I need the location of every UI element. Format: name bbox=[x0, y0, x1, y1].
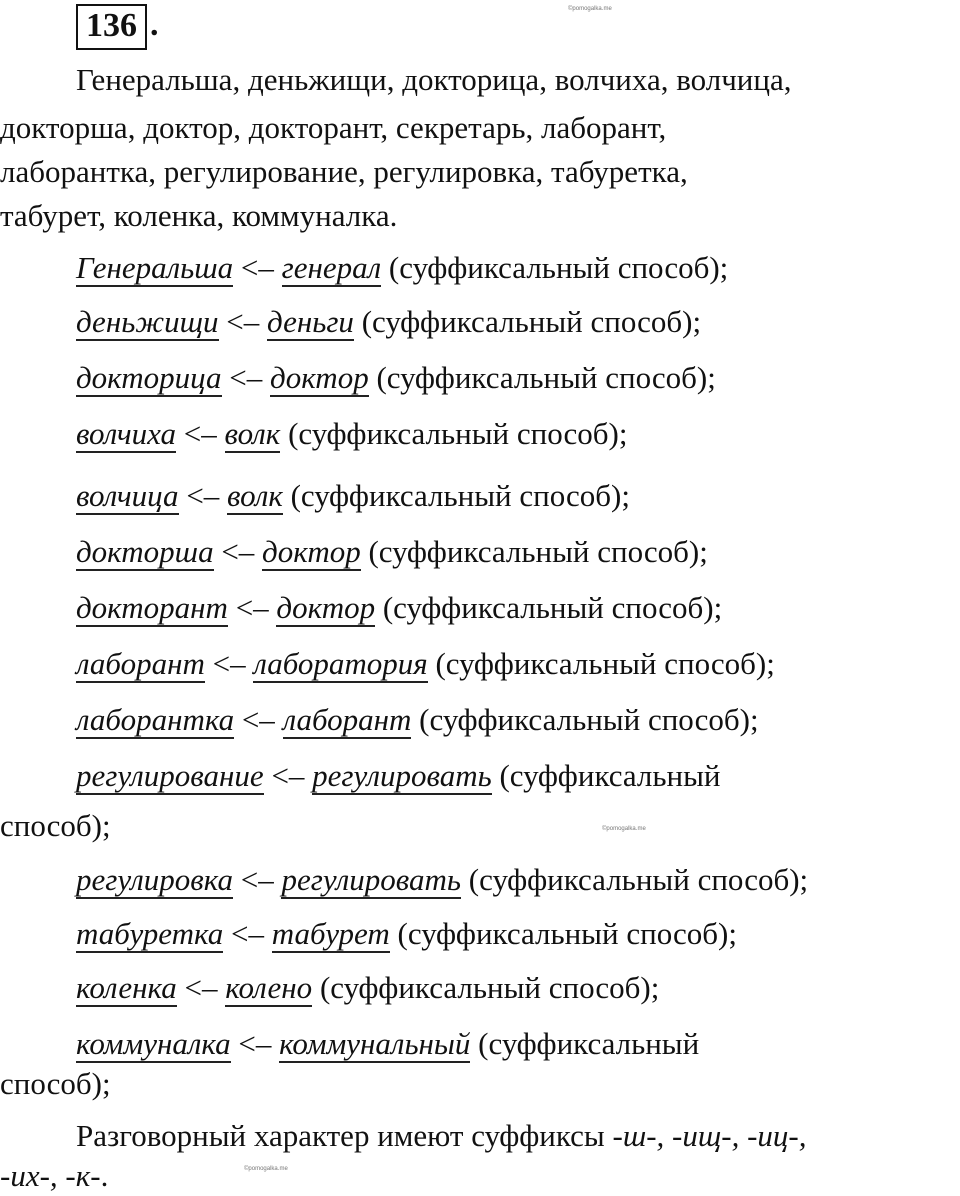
derivation-row bbox=[76, 644, 960, 684]
derivation-arrow: <– bbox=[176, 416, 225, 451]
word-volchikha: волчиха bbox=[554, 62, 661, 97]
word-doktorant: докторант bbox=[248, 110, 381, 145]
word-volchitsa: волчица bbox=[676, 62, 784, 97]
word-list-line-2: докторша, доктор, докторант, секретарь, лаборант, bbox=[0, 110, 667, 145]
base-word: доктор bbox=[270, 360, 369, 395]
derivation-arrow: <– bbox=[213, 534, 263, 569]
formation-method: (суффиксальный способ); bbox=[280, 416, 628, 451]
word-sekretar: секретарь bbox=[395, 110, 526, 145]
word-list-line-1: Генеральша, деньжищи, докторица, волчиха, волчица, bbox=[76, 62, 792, 97]
task-number-dot: . bbox=[150, 6, 159, 43]
derived-word: Генеральша bbox=[76, 250, 234, 285]
task-number: 136 bbox=[76, 4, 147, 50]
base-word: волк bbox=[224, 416, 281, 451]
word-taburet: табурет bbox=[0, 198, 99, 233]
derivation-row bbox=[76, 1024, 960, 1064]
word-doktor: доктор bbox=[143, 110, 234, 145]
word-list-line-3: лаборантка, регулирование, регулировка, табуретка, bbox=[0, 154, 688, 189]
derivation-arrow: <– bbox=[223, 916, 272, 951]
derived-word: докторант bbox=[76, 590, 228, 625]
derivation-row bbox=[76, 302, 960, 342]
base-word: волк bbox=[227, 478, 283, 513]
derived-word: табуретка bbox=[76, 916, 224, 951]
derivation-row bbox=[76, 532, 960, 572]
base-word: регулировать bbox=[281, 862, 462, 897]
conclusion-text: Разговорный характер имеют суффиксы bbox=[76, 1118, 613, 1153]
derivation-arrow: <– bbox=[204, 646, 254, 681]
base-word: лаборатория bbox=[253, 646, 428, 681]
watermark: ©pomogalka.me bbox=[244, 1166, 288, 1172]
derived-word: коленка bbox=[76, 970, 177, 1005]
derived-word: волчица bbox=[76, 478, 179, 513]
derived-word: регулирование bbox=[76, 758, 264, 793]
derivation-arrow: <– bbox=[263, 758, 313, 793]
word-laborantka: лаборантка bbox=[0, 154, 149, 189]
derivation-arrow: <– bbox=[233, 250, 282, 285]
formation-method: (суффиксальный способ); bbox=[360, 534, 708, 569]
derived-word: лаборантка bbox=[76, 702, 235, 737]
conclusion-suffixes-1: -ш-, -ищ-, -иц-, bbox=[612, 1118, 807, 1153]
base-word: генерал bbox=[281, 250, 382, 285]
derivation-row bbox=[76, 700, 960, 740]
base-word: доктор bbox=[276, 590, 376, 625]
watermark: ©pomogalka.me bbox=[568, 6, 612, 12]
derivation-arrow: <– bbox=[176, 970, 226, 1005]
derived-word: докторша bbox=[76, 534, 214, 569]
derivation-row bbox=[76, 914, 960, 954]
base-word: доктор bbox=[262, 534, 361, 569]
word-denzhishchi: деньжищи bbox=[247, 62, 387, 97]
conclusion-end: . bbox=[100, 1158, 109, 1193]
word-kommunalka: коммуналка bbox=[232, 198, 390, 233]
formation-method: (суффиксальный способ); bbox=[368, 360, 716, 395]
regulirovanie-continuation: способ); bbox=[0, 808, 111, 843]
derivation-arrow: <– bbox=[232, 862, 282, 897]
base-word: табурет bbox=[271, 916, 390, 951]
word-doktorsha: докторша bbox=[0, 110, 128, 145]
word-regulirovanie: регулирование bbox=[163, 154, 358, 189]
derivation-row bbox=[76, 248, 960, 288]
conclusion-line-1 bbox=[76, 1116, 960, 1156]
formation-method: (суффиксальный способ); bbox=[427, 646, 775, 681]
derivation-arrow: <– bbox=[230, 1026, 280, 1061]
word-list-line-4: табурет, коленка, коммуналка. bbox=[0, 198, 398, 233]
base-word: лаборант bbox=[282, 702, 412, 737]
derived-word: регулировка bbox=[76, 862, 233, 897]
derived-word: коммуналка bbox=[76, 1026, 231, 1061]
formation-method: (суффиксальный bbox=[470, 1026, 700, 1061]
watermark: ©pomogalka.me bbox=[602, 826, 646, 832]
formation-method: (суффиксальный способ); bbox=[389, 916, 737, 951]
derivation-arrow: <– bbox=[221, 360, 271, 395]
derivation-row bbox=[76, 756, 960, 796]
derivation-arrow: <– bbox=[234, 702, 283, 737]
derivation-row bbox=[76, 414, 960, 454]
base-word: регулировать bbox=[312, 758, 492, 793]
word-laborant: лаборант bbox=[540, 110, 659, 145]
word-doktoritsa: докторица bbox=[402, 62, 540, 97]
derived-word: докторица bbox=[76, 360, 222, 395]
formation-method: (суффиксальный способ); bbox=[461, 862, 809, 897]
word-generalsha: Генеральша bbox=[76, 62, 233, 97]
base-word: колено bbox=[225, 970, 313, 1005]
base-word: деньги bbox=[267, 304, 354, 339]
derivation-arrow: <– bbox=[227, 590, 277, 625]
derivation-row bbox=[76, 358, 960, 398]
derivation-row bbox=[76, 968, 960, 1008]
word-taburetka: табуретка bbox=[551, 154, 680, 189]
formation-method: (суффиксальный способ); bbox=[375, 590, 723, 625]
derived-word: волчиха bbox=[76, 416, 177, 451]
formation-method: (суффиксальный способ); bbox=[353, 304, 702, 339]
base-word: коммунальный bbox=[279, 1026, 471, 1061]
formation-method: (суффиксальный способ); bbox=[282, 478, 630, 513]
conclusion-line-2 bbox=[0, 1156, 960, 1196]
word-kolenka: коленка bbox=[113, 198, 217, 233]
derivation-arrow: <– bbox=[218, 304, 268, 339]
conclusion-suffixes-2: -их-, -к- bbox=[0, 1158, 101, 1193]
derivation-row bbox=[76, 588, 960, 628]
formation-method: (суффиксальный способ); bbox=[381, 250, 729, 285]
word-regulirovka: регулировка bbox=[373, 154, 536, 189]
derivation-row bbox=[76, 860, 960, 900]
derivation-arrow: <– bbox=[178, 478, 228, 513]
derivation-row bbox=[76, 476, 960, 516]
formation-method: (суффиксальный способ); bbox=[312, 970, 660, 1005]
derived-word: лаборант bbox=[76, 646, 205, 681]
kommunalka-continuation: способ); bbox=[0, 1066, 111, 1101]
formation-method: (суффиксальный bbox=[491, 758, 721, 793]
formation-method: (суффиксальный способ); bbox=[411, 702, 759, 737]
derived-word: деньжищи bbox=[76, 304, 219, 339]
